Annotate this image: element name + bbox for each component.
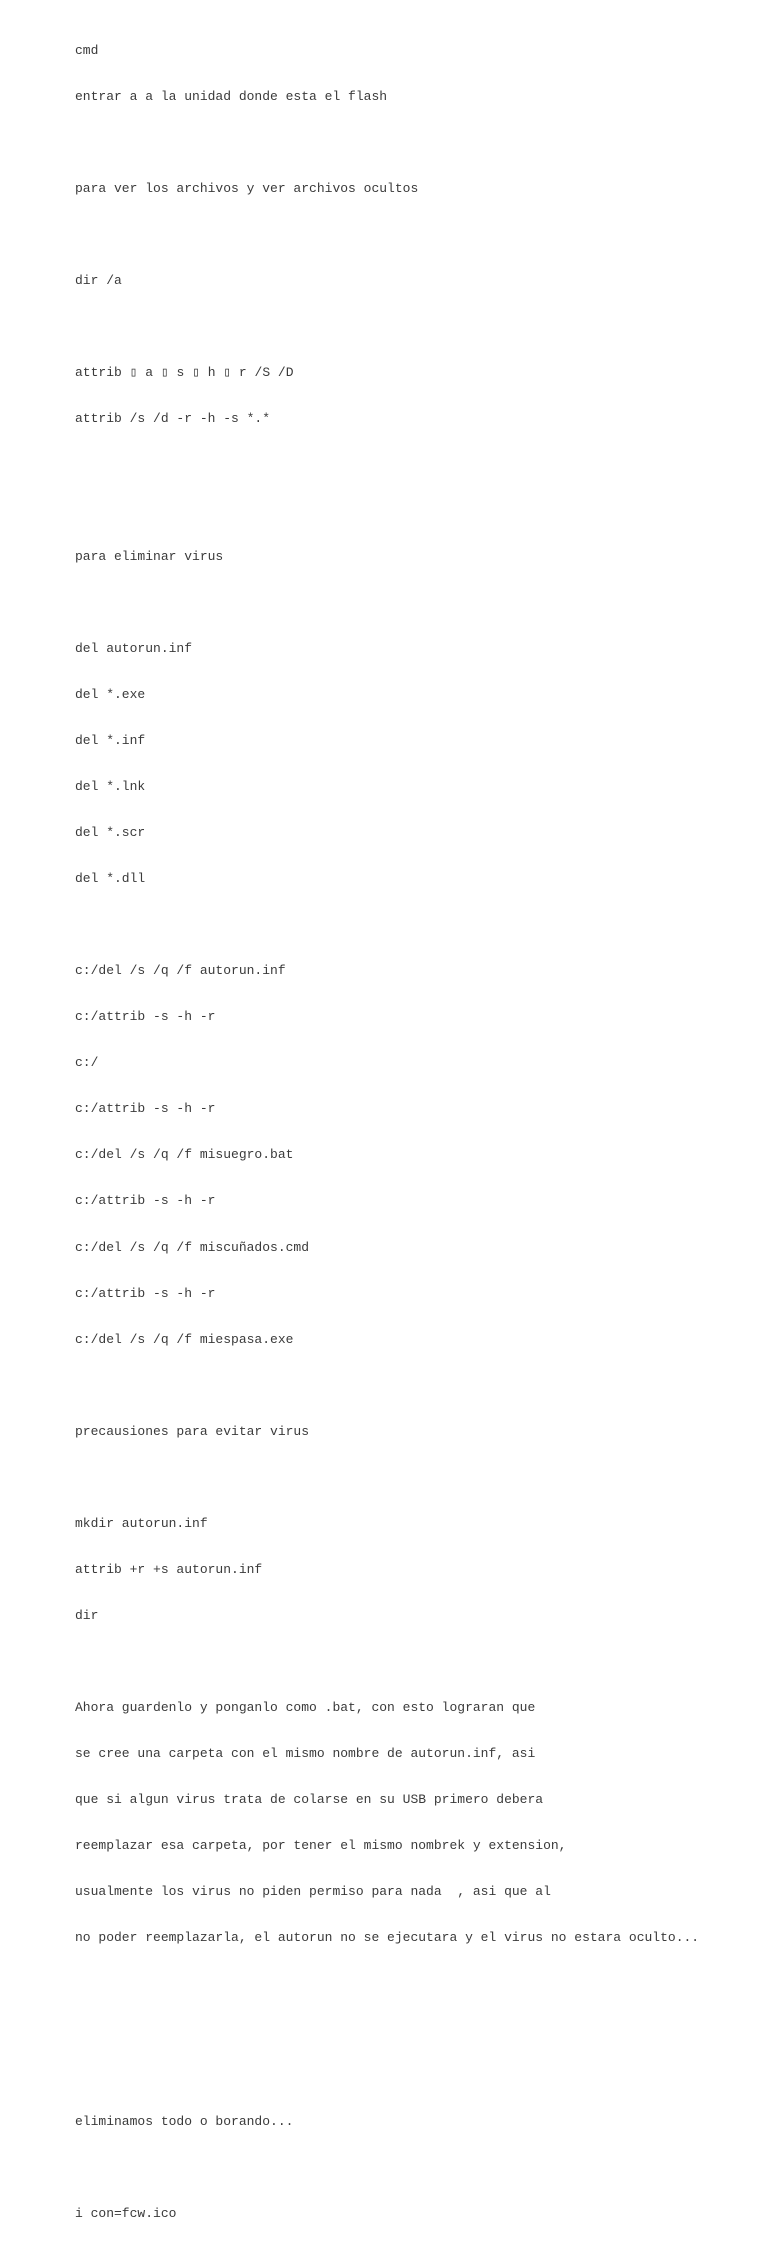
text-line: c:/attrib -s -h -r: [75, 1101, 216, 1117]
text-line: c:/del /s /q /f miscuñados.cmd: [75, 1239, 310, 1255]
text-line: entrar a a la unidad donde esta el flash: [75, 88, 388, 104]
text-line: para ver los archivos y ver archivos ocultos: [75, 180, 419, 196]
text-line: para eliminar virus: [75, 549, 224, 565]
text-line: [75, 2068, 755, 2083]
text-line: del *.exe: [75, 687, 146, 703]
text-line: cmd: [75, 42, 99, 58]
text-line: c:/attrib -s -h -r: [75, 1285, 216, 1301]
text-line: [75, 227, 755, 242]
text-line: [75, 1654, 755, 1669]
text-line: dir: [75, 1607, 99, 1623]
text-line: del *.inf: [75, 733, 146, 749]
text-line: c:/del /s /q /f autorun.inf: [75, 963, 286, 979]
text-line: del *.lnk: [75, 779, 146, 795]
text-line: c:/attrib -s -h -r: [75, 1193, 216, 1209]
text-line: usualmente los virus no piden permiso para nada , asi que al: [75, 1883, 551, 1899]
text-line: c:/del /s /q /f misuegro.bat: [75, 1147, 294, 1163]
text-line: del *.dll: [75, 871, 146, 887]
text-line: del autorun.inf: [75, 641, 193, 657]
text-line: c:/: [75, 1055, 99, 1071]
text-line: se cree una carpeta con el mismo nombre de autorun.inf, asi: [75, 1745, 536, 1761]
text-line: reemplazar esa carpeta, por tener el mismo nombrek y extension,: [75, 1837, 567, 1853]
text-line: que si algun virus trata de colarse en su USB primero debera: [75, 1791, 544, 1807]
text-line: [75, 503, 755, 518]
text-line: [75, 2160, 755, 2175]
text-line: [75, 2022, 755, 2037]
text-line: [75, 1470, 755, 1485]
text-line: c:/del /s /q /f miespasa.exe: [75, 1331, 294, 1347]
text-line: [75, 917, 755, 932]
text-line: no poder reemplazarla, el autorun no se ejecutara y el virus no estara oculto...: [75, 1929, 700, 1945]
text-line: del *.scr: [75, 825, 146, 841]
text-line: mkdir autorun.inf: [75, 1515, 208, 1531]
text-line: dir /a: [75, 272, 122, 288]
text-line: [75, 319, 755, 334]
text-line: [75, 595, 755, 610]
text-line: [75, 1976, 755, 1991]
text-line: [75, 135, 755, 150]
text-line: precausiones para evitar virus: [75, 1423, 310, 1439]
text-line: i con=fcw.ico: [75, 2206, 177, 2222]
text-line: [75, 1378, 755, 1393]
text-line: Ahora guardenlo y ponganlo como .bat, con esto lograran que: [75, 1699, 536, 1715]
text-line: eliminamos todo o borando...: [75, 2114, 294, 2130]
document-text: [75, 12, 755, 2252]
text-line: attrib +r +s autorun.inf: [75, 1561, 263, 1577]
text-line: attrib /s /d -r -h -s *.*: [75, 410, 271, 426]
text-line: [75, 457, 755, 472]
text-line: attrib ▯ a ▯ s ▯ h ▯ r /S /D: [75, 364, 294, 380]
text-line: c:/attrib -s -h -r: [75, 1009, 216, 1025]
